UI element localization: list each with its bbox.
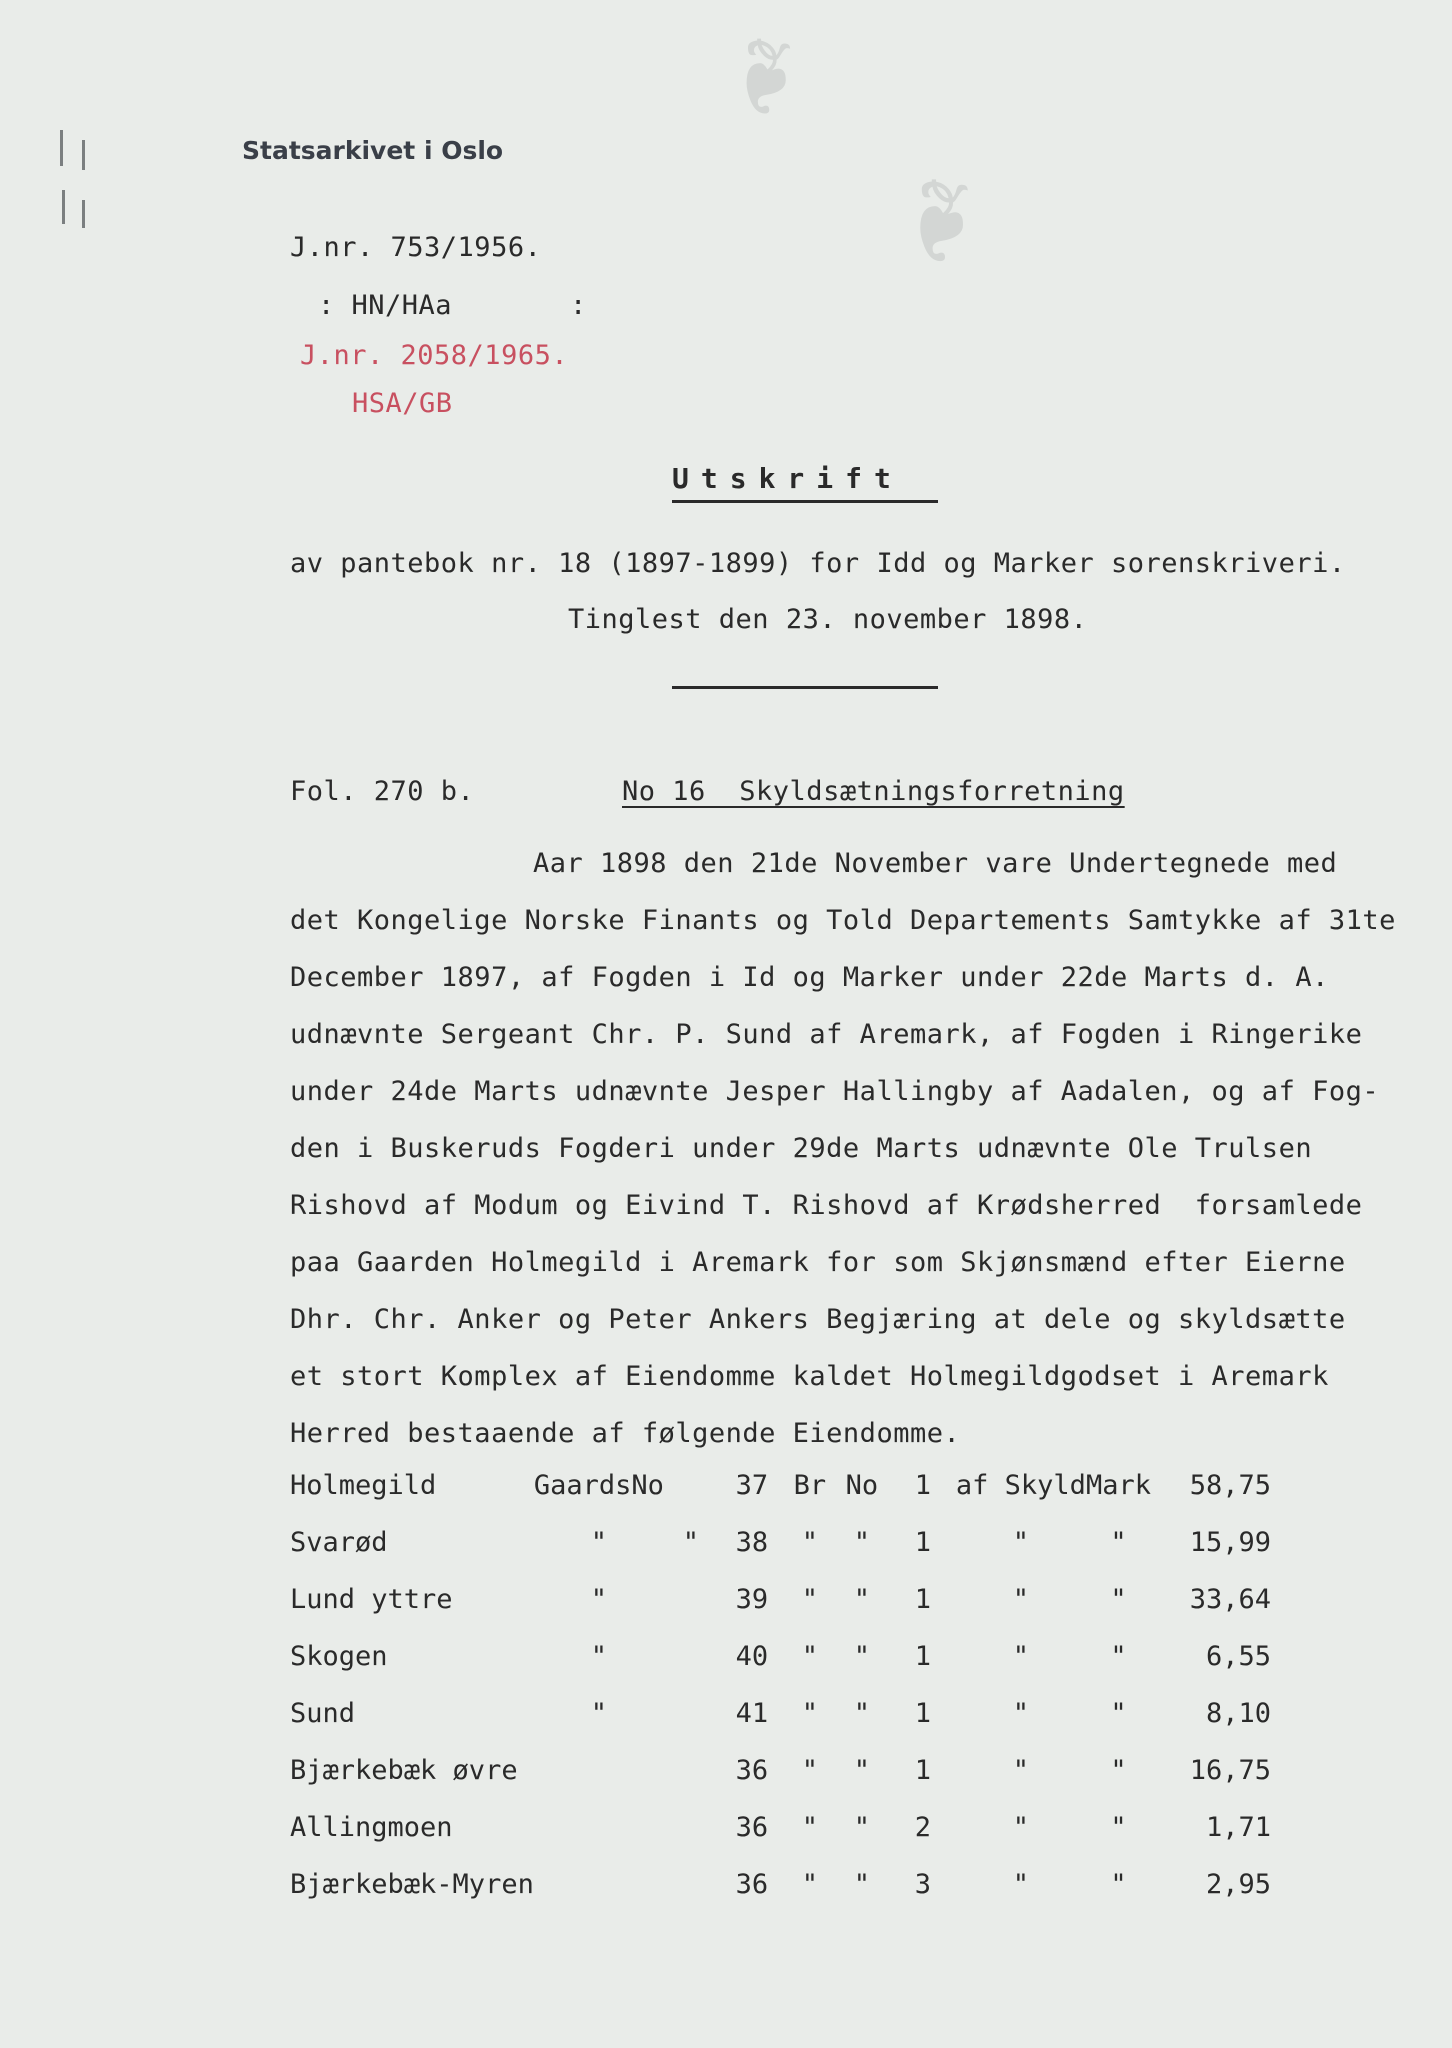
initials-colon: :	[570, 290, 587, 321]
property-value: 8,10	[1205, 1698, 1271, 1729]
property-name: Holmegild	[290, 1470, 437, 1501]
property-q3: "	[801, 1527, 819, 1558]
margin-mark	[82, 140, 85, 170]
property-q4: "	[853, 1584, 871, 1615]
property-nr: 36	[735, 1869, 769, 1900]
body-line: paa Gaarden Holmegild i Aremark for som Skjønsmænd efter Eierne	[290, 1247, 1346, 1278]
property-q3: "	[801, 1584, 819, 1615]
property-q1	[534, 1869, 664, 1926]
property-q2	[664, 1698, 718, 1755]
margin-mark	[60, 130, 63, 166]
property-q5: "	[1012, 1698, 1030, 1729]
property-value: 1,71	[1205, 1812, 1271, 1843]
initials-1965: HSA/GB	[352, 388, 453, 419]
property-value: 15,99	[1189, 1527, 1271, 1558]
folio-reference: Fol. 270 b.	[290, 776, 475, 807]
property-q3: "	[801, 1755, 819, 1786]
bleed-through-mark: ❧	[702, 30, 830, 123]
property-q5: "	[1012, 1641, 1030, 1672]
property-q1: "	[590, 1698, 607, 1729]
property-name: Lund yttre	[290, 1584, 453, 1615]
property-row	[290, 1755, 1271, 1812]
margin-mark	[62, 190, 65, 224]
property-nr: 38	[735, 1527, 769, 1558]
property-b: 2	[914, 1812, 932, 1843]
property-q3: Br	[793, 1470, 827, 1501]
property-name: Skogen	[290, 1641, 388, 1672]
body-line: Dhr. Chr. Anker og Peter Ankers Begjæring at dele og skyldsætte	[290, 1304, 1346, 1335]
property-q4: "	[853, 1869, 871, 1900]
property-b: 3	[914, 1869, 932, 1900]
property-q5: "	[1012, 1869, 1030, 1900]
property-q6: "	[1110, 1527, 1127, 1558]
property-q3: "	[801, 1812, 819, 1843]
margin-mark	[82, 200, 85, 228]
property-q2: "	[682, 1527, 700, 1558]
property-row	[290, 1698, 1271, 1755]
property-b: 1	[914, 1698, 932, 1729]
property-q6: "	[1110, 1812, 1127, 1843]
property-q3: "	[801, 1869, 819, 1900]
body-line: det Kongelige Norske Finants og Told Departements Samtykke af 31te	[290, 905, 1396, 936]
property-list	[290, 1470, 1271, 1926]
property-row	[290, 1527, 1271, 1584]
property-row	[290, 1584, 1271, 1641]
property-q1: "	[590, 1584, 607, 1615]
property-name: Allingmoen	[290, 1812, 453, 1843]
property-q4: "	[853, 1755, 871, 1786]
body-line: et stort Komplex af Eiendomme kaldet Holmegildgodset i Aremark	[290, 1361, 1329, 1392]
property-name: Bjærkebæk-Myren	[290, 1869, 534, 1900]
property-q4: "	[853, 1641, 871, 1672]
property-value: 58,75	[1189, 1470, 1271, 1501]
property-q5: "	[1012, 1584, 1030, 1615]
property-q5: "	[1012, 1812, 1030, 1843]
body-line: Rishovd af Modum og Eivind T. Rishovd af Krødsherred forsamlede	[290, 1190, 1363, 1221]
body-line: December 1897, af Fogden i Id og Marker under 22de Marts d. A.	[290, 962, 1329, 993]
property-b: 1	[914, 1584, 932, 1615]
property-nr: 41	[735, 1698, 769, 1729]
property-q1	[534, 1812, 664, 1869]
property-name: Bjærkebæk øvre	[290, 1755, 518, 1786]
property-q4: "	[853, 1812, 871, 1843]
property-q3: "	[801, 1641, 819, 1672]
property-b: 1	[914, 1641, 932, 1672]
property-q5: "	[1012, 1527, 1030, 1558]
property-q1	[534, 1755, 664, 1812]
property-value: 2,95	[1205, 1869, 1271, 1900]
property-q6: "	[1110, 1755, 1127, 1786]
property-q6: "	[1110, 1869, 1127, 1900]
property-q4: No	[845, 1470, 879, 1501]
property-nr: 39	[735, 1584, 769, 1615]
property-row	[290, 1869, 1271, 1926]
property-q4: "	[853, 1698, 871, 1729]
property-name: Svarød	[290, 1527, 388, 1558]
property-row	[290, 1470, 1271, 1527]
property-q2	[664, 1641, 718, 1698]
property-nr: 37	[735, 1470, 769, 1501]
property-q5: "	[1012, 1755, 1030, 1786]
subtitle-line-2: Tinglest den 23. november 1898.	[568, 604, 1088, 635]
property-q2	[664, 1470, 718, 1527]
body-line: udnævnte Sergeant Chr. P. Sund af Aremark, af Fogden i Ringerike	[290, 1019, 1363, 1050]
property-value: 16,75	[1189, 1755, 1271, 1786]
title-underline	[672, 500, 938, 503]
bleed-through-mark: ❧	[871, 170, 1010, 271]
property-q2	[664, 1869, 718, 1926]
property-q2	[664, 1584, 718, 1641]
entry-heading: No 16 Skyldsætningsforretning	[622, 776, 1125, 807]
property-q4: "	[853, 1527, 871, 1558]
body-line: den i Buskeruds Fogderi under 29de Marts udnævnte Ole Trulsen	[290, 1133, 1313, 1164]
property-q2	[664, 1812, 718, 1869]
document-title: Utskrift	[672, 462, 903, 495]
property-row	[290, 1641, 1271, 1698]
body-line: under 24de Marts udnævnte Jesper Hallingby af Aadalen, og af Fog-	[290, 1076, 1380, 1107]
journal-number-1956: J.nr. 753/1956.	[290, 232, 542, 263]
property-name: Sund	[290, 1698, 356, 1729]
property-q1: "	[590, 1641, 607, 1672]
property-q3: "	[801, 1698, 819, 1729]
property-q6: "	[1110, 1641, 1127, 1672]
body-line: Herred bestaaende af følgende Eiendomme.	[290, 1418, 961, 1449]
archive-stamp: Statsarkivet i Oslo	[242, 136, 504, 165]
property-value: 33,64	[1189, 1584, 1271, 1615]
property-value: 6,55	[1205, 1641, 1271, 1672]
property-b: 1	[914, 1470, 932, 1501]
property-q1: "	[590, 1527, 607, 1558]
journal-number-1965: J.nr. 2058/1965.	[300, 340, 569, 371]
property-q2	[664, 1755, 718, 1812]
separator-rule	[672, 686, 938, 689]
property-nr: 40	[735, 1641, 769, 1672]
property-q5: af Skyld	[955, 1470, 1086, 1501]
body-line: Aar 1898 den 21de November vare Undertegnede med	[533, 848, 1338, 879]
property-q1: GaardsNo	[533, 1470, 664, 1501]
property-nr: 36	[735, 1812, 769, 1843]
property-b: 1	[914, 1527, 932, 1558]
property-nr: 36	[735, 1755, 769, 1786]
property-q6: Mark	[1085, 1470, 1151, 1501]
property-row	[290, 1812, 1271, 1869]
property-q6: "	[1110, 1584, 1127, 1615]
subtitle-line-1: av pantebok nr. 18 (1897-1899) for Idd og Marker sorenskriveri.	[290, 548, 1346, 579]
initials-1956: : HN/HAa	[318, 290, 453, 321]
property-b: 1	[914, 1755, 932, 1786]
property-q6: "	[1110, 1698, 1127, 1729]
